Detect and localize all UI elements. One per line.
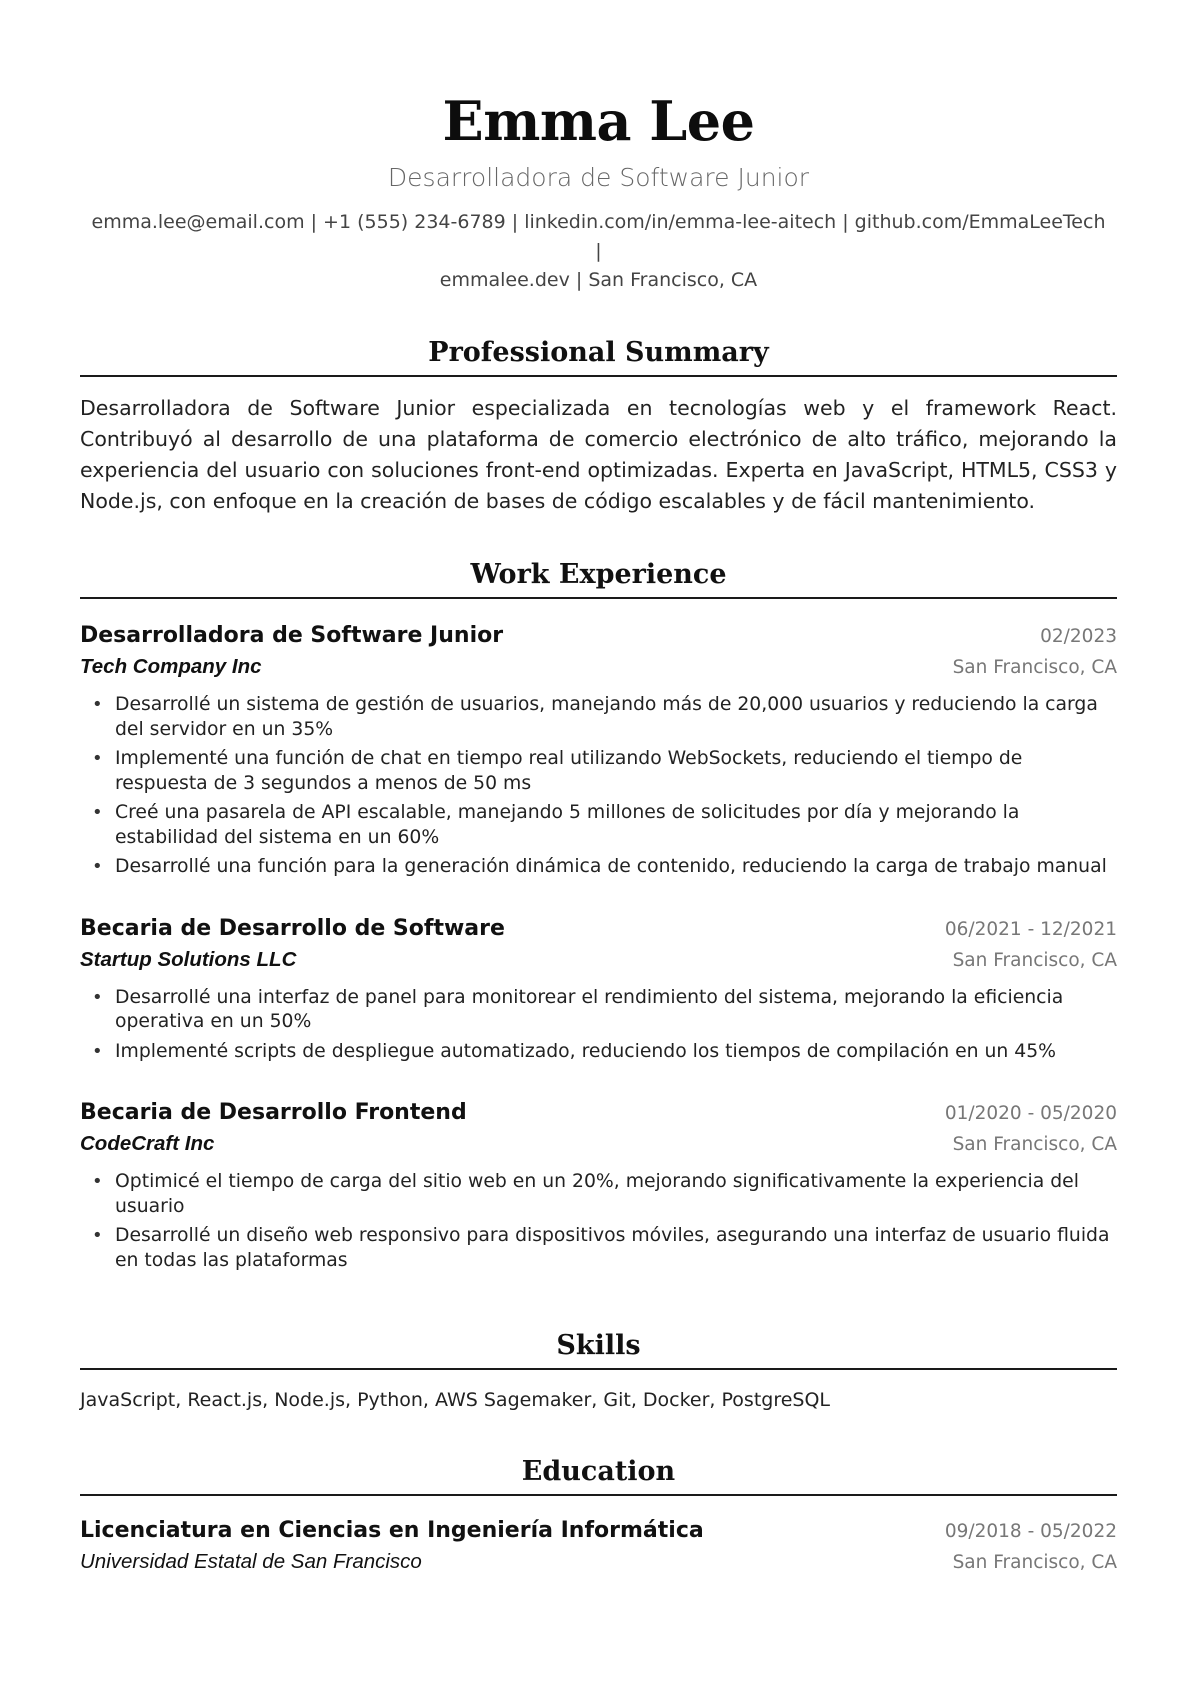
bullet-icon: • xyxy=(92,1040,103,1062)
bullet-item xyxy=(80,801,1117,850)
bullet-icon: • xyxy=(92,694,103,715)
job-company: Startup Solutions LLC xyxy=(80,947,297,971)
skills-section xyxy=(80,1328,1117,1414)
bullet-text: Implementé scripts de despliegue automatizado, reduciendo los tiempos de compilación en un 45% xyxy=(115,1040,1057,1062)
bullet-icon: • xyxy=(92,856,103,877)
bullet-text: Creé una pasarela de API escalable, manejando 5 millones de solicitudes por día y mejorando la estabilidad del sistema en un 60% xyxy=(115,802,1020,848)
job-date: 06/2021 - 12/2021 xyxy=(944,918,1117,940)
school-name: Universidad Estatal de San Francisco xyxy=(80,1550,422,1573)
bullet-item xyxy=(80,855,1117,880)
section-heading-education: Education xyxy=(80,1454,1117,1496)
bullet-icon: • xyxy=(92,802,103,823)
job-location: San Francisco, CA xyxy=(952,1134,1117,1155)
education-entry xyxy=(80,1515,1117,1578)
skills-list: JavaScript, React.js, Node.js, Python, AWS Sagemaker, Git, Docker, PostgreSQL xyxy=(80,1389,831,1411)
job-location: San Francisco, CA xyxy=(952,949,1117,971)
bullet-text: Desarrollé un sistema de gestión de usuarios, manejando más de 20,000 usuarios y reduciendo la carga del servidor en un 35% xyxy=(115,694,1098,740)
job-title: Desarrolladora de Software Junior xyxy=(80,623,504,648)
bullet-icon: • xyxy=(92,748,103,769)
summary-text: Desarrolladora de Software Junior especializada en tecnologías web y el framework React. Contribuyó al desarrollo de una plataforma de comercio electrónico de alto tráfico, mejorando la experiencia del usuario con soluciones front-end optimizadas. Experta en JavaScript, HTML5, CSS3 y Node.js, con enfoque en la creación de bases de código escalables y de fácil mantenimiento. xyxy=(80,396,1117,513)
bullet-text: Implementé una función de chat en tiempo real utilizando WebSockets, reduciendo el tiempo de respuesta de 3 segundos a menos de 50 ms xyxy=(115,748,1023,794)
job-entry xyxy=(80,1097,1117,1273)
job-entry xyxy=(80,620,1117,880)
bullet-text: Desarrollé una interfaz de panel para monitorear el rendimiento del sistema, mejorando la eficiencia operativa en un 50% xyxy=(115,986,1064,1032)
bullet-text: Desarrollé una función para la generación dinámica de contenido, reduciendo la carga de trabajo manual xyxy=(115,856,1107,877)
contact-line-2: emmalee.dev | San Francisco, CA xyxy=(439,269,758,291)
bullet-icon: • xyxy=(92,1171,103,1192)
job-title: Becaria de Desarrollo de Software xyxy=(80,915,505,941)
bullet-item xyxy=(80,986,1117,1035)
job-date: 02/2023 xyxy=(1040,626,1117,647)
bullet-text: Desarrollé un diseño web responsivo para dispositivos móviles, asegurando una interfaz de usuario fluida en todas las plataformas xyxy=(115,1225,1110,1271)
job-entry xyxy=(80,913,1117,1065)
job-bullets xyxy=(80,693,1117,880)
bullet-item xyxy=(80,1040,1117,1065)
section-heading-experience: Work Experience xyxy=(80,557,1117,599)
education-location: San Francisco, CA xyxy=(952,1552,1117,1573)
section-heading-summary: Professional Summary xyxy=(80,335,1117,377)
job-location: San Francisco, CA xyxy=(952,657,1117,678)
job-company: Tech Company Inc xyxy=(80,655,262,678)
job-bullets xyxy=(80,986,1117,1065)
bullet-text: Optimicé el tiempo de carga del sitio web en un 20%, mejorando significativamente la experiencia del usuario xyxy=(115,1171,1079,1217)
bullet-item xyxy=(80,1224,1117,1273)
resume-page xyxy=(80,0,1117,1578)
experience-section xyxy=(80,557,1117,1273)
job-company: CodeCraft Inc xyxy=(80,1132,215,1155)
job-title: Becaria de Desarrollo Frontend xyxy=(80,1100,467,1125)
summary-section xyxy=(80,335,1117,517)
candidate-name: Emma Lee xyxy=(442,89,755,153)
degree-title: Licenciatura en Ciencias en Ingeniería Informática xyxy=(80,1518,704,1543)
job-bullets xyxy=(80,1170,1117,1273)
contact-line-1: emma.lee@email.com | +1 (555) 234-6789 | linkedin.com/in/emma-lee-aitech | github.com/EmmaLeeTech | xyxy=(91,211,1106,262)
resume-header xyxy=(80,85,1117,295)
education-section xyxy=(80,1454,1117,1578)
candidate-title: Desarrolladora de Software Junior xyxy=(387,163,810,192)
bullet-icon: • xyxy=(92,986,103,1008)
bullet-item xyxy=(80,693,1117,742)
bullet-icon: • xyxy=(92,1225,103,1246)
bullet-item xyxy=(80,747,1117,796)
education-date: 09/2018 - 05/2022 xyxy=(944,1521,1117,1542)
section-heading-skills: Skills xyxy=(80,1328,1117,1370)
contact-info xyxy=(80,208,1117,295)
bullet-item xyxy=(80,1170,1117,1219)
job-date: 01/2020 - 05/2020 xyxy=(944,1103,1117,1124)
